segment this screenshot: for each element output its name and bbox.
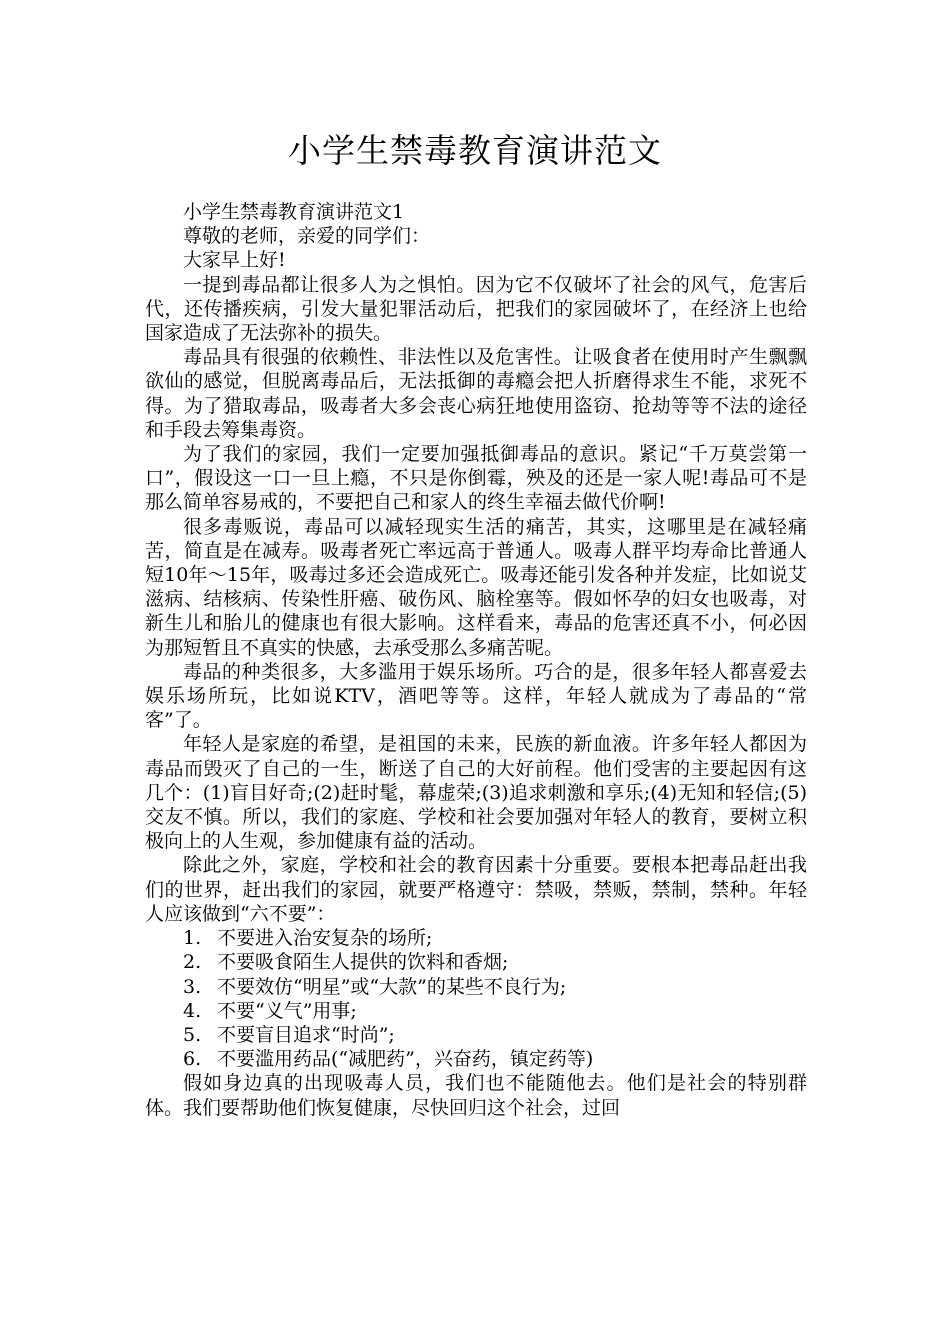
paragraph: 一提到毒品都让很多人为之惧怕。因为它不仅破坏了社会的风气，危害后代，还传播疾病，引发大量犯罪活动后，把我们的家园破坏了，在经济上也给国家造成了无法弥补的损失。 xyxy=(145,273,807,345)
list-text: 不要“义气”用事; xyxy=(217,999,357,1022)
list-item xyxy=(145,1047,807,1071)
list-number: 4. xyxy=(183,999,202,1022)
document-title: 小学生禁毒教育演讲范文 xyxy=(288,131,662,170)
list-text: 不要滥用药品(“减肥药”，兴奋药，镇定药等) xyxy=(217,1048,594,1071)
paragraph: 为了我们的家园，我们一定要加强抵御毒品的意识。紧记“千万莫尝第一口”，假设这一口一旦上瘾，不只是你倒霉，殃及的还是一家人呢!毒品可不是那么简单容易戒的，不要把自己和家人的终生幸福去做代价啊! xyxy=(145,443,807,514)
document-body xyxy=(145,200,807,1120)
list-item xyxy=(145,1023,807,1047)
list-item xyxy=(145,999,807,1023)
paragraph: 除此之外，家庭，学校和社会的教育因素十分重要。要根本把毒品赶出我们的世界，赶出我们的家园，就要严格遵守：禁吸，禁贩，禁制，禁种。年轻人应该做到“六不要”： xyxy=(145,854,807,925)
closing-paragraph: 假如身边真的出现吸毒人员，我们也不能随他去。他们是社会的特别群体。我们要帮助他们恢复健康，尽快回归这个社会，过回 xyxy=(145,1072,807,1119)
paragraph: 年轻人是家庭的希望，是祖国的未来，民族的新血液。许多年轻人都因为毒品而毁灭了自己的一生，断送了自己的大好前程。他们受害的主要起因有这几个：(1)盲目好奇;(2)赶时髦，幕虚荣;(3)追求刺激和享乐;(4)无知和轻信;(5)交友不慎。所以，我们的家庭、学校和社会要加强对年轻人的教育，要树立积极向上的人生观，参加健康有益的活动。 xyxy=(145,733,807,853)
paragraph: 大家早上好! xyxy=(183,249,286,272)
list-text: 不要盲目追求“时尚”; xyxy=(217,1023,395,1046)
list-item xyxy=(145,975,807,999)
paragraph: 尊敬的老师，亲爱的同学们： xyxy=(183,225,431,248)
list-number: 2. xyxy=(183,951,202,974)
list-item xyxy=(145,950,807,974)
list-number: 1. xyxy=(183,927,202,950)
list-text: 不要吸食陌生人提供的饮料和香烟; xyxy=(217,951,509,974)
paragraph: 很多毒贩说，毒品可以减轻现实生活的痛苦，其实，这哪里是在减轻痛苦，简直是在减寿。吸毒者死亡率远高于普通人。吸毒人群平均寿命比普通人短10年～15年，吸毒过多还会造成死亡。吸毒还能引发各种并发症，比如说艾滋病、结核病、传染性肝癌、破伤风、脑栓塞等。假如怀孕的妇女也吸毒，对新生儿和胎儿的健康也有很大影响。这样看来，毒品的危害还真不小，何必因为那短暂且不真实的快感，去承受那么多痛苦呢。 xyxy=(145,515,807,659)
list-number: 3. xyxy=(183,975,202,998)
list-number: 5. xyxy=(183,1023,202,1046)
paragraph: 小学生禁毒教育演讲范文1 xyxy=(183,201,405,223)
paragraph: 毒品的种类很多，大多滥用于娱乐场所。巧合的是，很多年轻人都喜爱去娱乐场所玩，比如说KTV，酒吧等等。这样，年轻人就成为了毒品的“常客”了。 xyxy=(145,660,807,732)
list-item xyxy=(145,926,807,950)
list-number: 6. xyxy=(183,1048,202,1071)
list-text: 不要进入治安复杂的场所; xyxy=(217,927,433,950)
paragraph: 毒品具有很强的依赖性、非法性以及危害性。让吸食者在使用时产生飘飘欲仙的感觉，但脱离毒品后，无法抵御的毒瘾会把人折磨得求生不能，求死不得。为了猎取毒品，吸毒者大多会丧心病狂地使用盗窃、抢劫等等不法的途径和手段去筹集毒资。 xyxy=(145,346,807,441)
list-text: 不要效仿“明星”或“大款”的某些不良行为; xyxy=(217,975,567,998)
